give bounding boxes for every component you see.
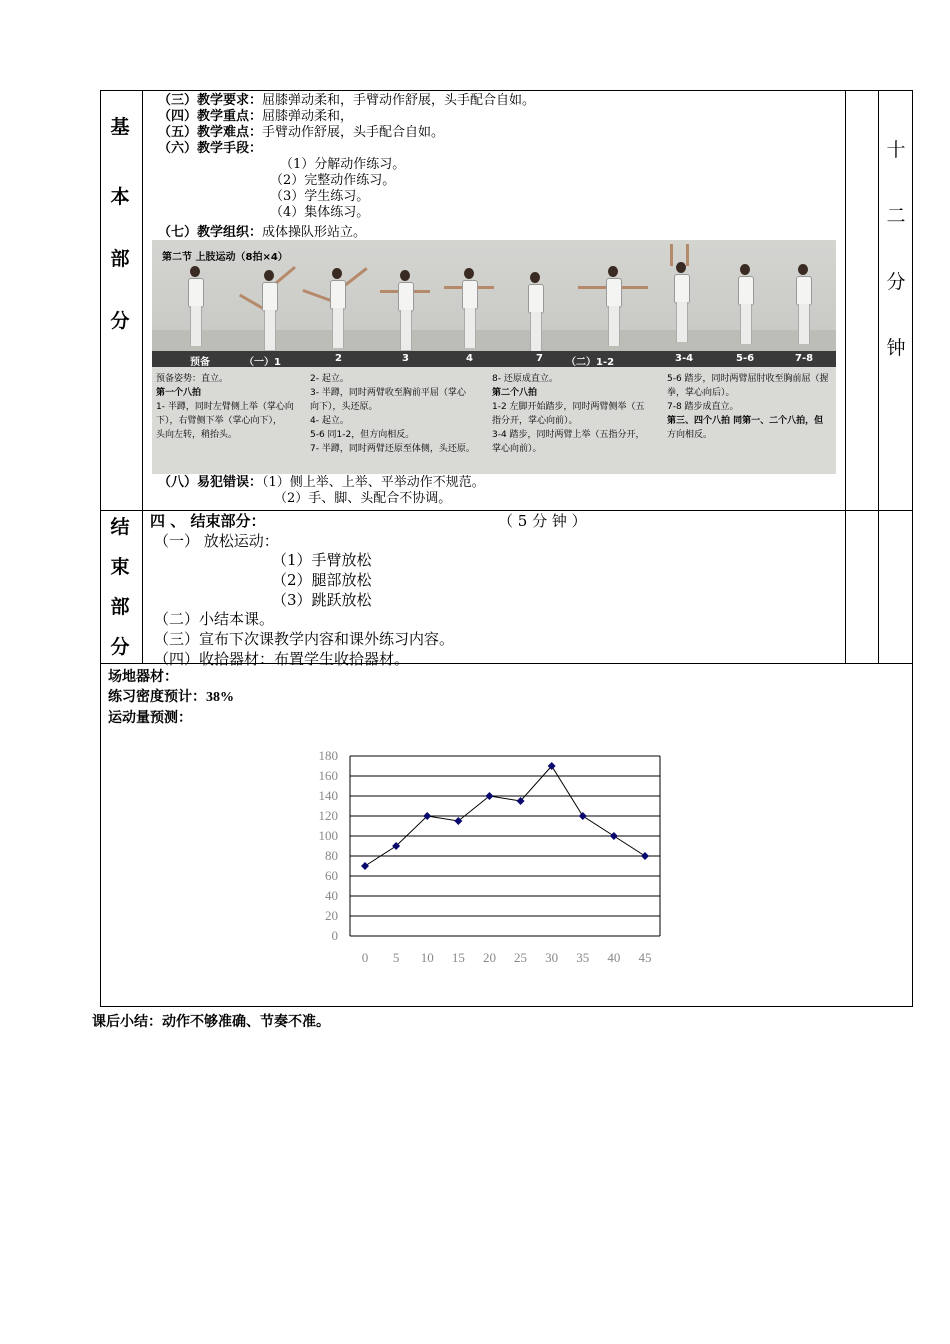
- strip-label: 4: [466, 353, 473, 364]
- chart-x-tick-label: 35: [576, 950, 590, 965]
- side-char: 分: [110, 310, 130, 332]
- chart-y-tick-label: 60: [325, 868, 338, 883]
- difficulty-line: [158, 125, 535, 141]
- side-char: 部: [110, 248, 130, 270]
- caption-line: 第一个八拍: [156, 388, 202, 398]
- chart-point: [610, 832, 618, 840]
- basic-time-label: [881, 135, 911, 360]
- chart-x-axis-labels: [362, 950, 652, 965]
- figure-title: 第二节 上肢运动（8拍×4）: [162, 252, 288, 263]
- chart-x-tick-label: 15: [451, 950, 465, 965]
- chart-point: [579, 812, 587, 820]
- error-item: （2）手、脚、头配合不协调。: [274, 491, 452, 506]
- chart-y-tick-label: 180: [318, 748, 338, 763]
- caption-line: 头向左转，稍抬头。: [156, 430, 238, 440]
- line-text: 屈膝弹动柔和，手臂动作舒展，头手配合自如。: [262, 93, 536, 108]
- figure-caption-col4: [667, 372, 829, 442]
- chart-y-tick-label: 120: [318, 808, 338, 823]
- strip-label: 7: [536, 353, 543, 364]
- chart-x-tick-label: 40: [607, 950, 621, 965]
- strip-label: 3: [402, 353, 409, 364]
- caption-line: 5-6 踏步，同时两臂屈肘收至胸前屈（握: [667, 374, 829, 384]
- chart-x-tick-label: 45: [638, 950, 652, 965]
- lesson-summary: 课后小结：动作不够准确、节奏不准。: [92, 1014, 330, 1030]
- density-line: [108, 687, 234, 708]
- caption-line: 1- 半蹲，同时左臂侧上举（掌心向: [156, 402, 294, 412]
- caption-line: 8- 还原成直立。: [492, 374, 558, 384]
- line-prefix: （七）教学组织：: [158, 225, 263, 240]
- strip-label: 预备: [190, 357, 210, 368]
- chart-y-tick-label: 0: [331, 928, 338, 943]
- caption-line: 2- 起立。: [310, 374, 349, 384]
- line-text: 成体操队形站立。: [262, 225, 367, 240]
- line-text: 手臂动作舒展，头手配合自如。: [262, 125, 445, 140]
- strip-label: 3-4: [675, 353, 694, 364]
- end-line: （二）小结本课。: [154, 610, 275, 628]
- venue-label: 场地器材：: [108, 669, 178, 685]
- strip-label: （一）1: [244, 357, 281, 368]
- figure-caption-col2: [310, 372, 475, 456]
- common-errors: [158, 475, 485, 491]
- chart-point: [641, 852, 649, 860]
- basic-side-label: [105, 112, 135, 333]
- methods-list: [270, 157, 405, 221]
- method-item: （3）学生练习。: [270, 189, 370, 204]
- side-char: 结: [110, 516, 130, 538]
- chart-y-tick-label: 100: [318, 828, 338, 843]
- relax-items: [272, 550, 372, 610]
- requirement-line: [158, 93, 535, 109]
- time-char: 二: [886, 205, 906, 227]
- strip-label: 2: [335, 353, 342, 364]
- relax-item: （1）手臂放松: [272, 551, 372, 569]
- error-item: （1）侧上举、上举、平举动作不规范。: [262, 475, 485, 490]
- line-prefix: （八）易犯错误：: [158, 475, 263, 490]
- strip-label: 7-8: [795, 353, 814, 364]
- caption-line: 拳，掌心向后）。: [667, 388, 735, 398]
- density-label: 练习密度预计：: [108, 689, 206, 705]
- time-char: 分: [886, 271, 906, 293]
- caption-line: 下），右臂侧下举（掌心向下），: [156, 416, 283, 426]
- method-item: （1）分解动作练习。: [280, 157, 406, 172]
- method-item: （4）集体练习。: [270, 205, 370, 220]
- time-char: 钟: [886, 337, 906, 359]
- caption-line: 第三、四个八拍 同第一、二个八拍，但: [667, 416, 824, 426]
- side-char: 基: [110, 116, 130, 138]
- chart-y-tick-label: 140: [318, 788, 338, 803]
- line-prefix: （四）教学重点：: [158, 109, 263, 124]
- end-side-label: [105, 512, 135, 659]
- end-heading-row: [150, 511, 265, 531]
- figure-caption-col1: [156, 372, 294, 442]
- chart-x-tick-label: 30: [545, 950, 559, 965]
- figure-caption-col3: [492, 372, 645, 456]
- chart-y-axis-labels: [319, 748, 339, 943]
- chart-x-tick-label: 25: [514, 950, 528, 965]
- caption-line: 指分开，掌心向前）。: [492, 416, 578, 426]
- caption-line: 7- 半蹲，同时两臂还原至体侧，头还原。: [310, 444, 475, 454]
- line-prefix: （五）教学难点：: [158, 125, 263, 140]
- chart-x-tick-label: 0: [361, 950, 369, 965]
- caption-line: 4- 起立。: [310, 416, 349, 426]
- end-line: （四）收拾器材：布置学生收拾器材。: [154, 650, 410, 668]
- load-label: 运动量预测：: [108, 710, 192, 726]
- strip-label: （二）1-2: [566, 357, 615, 368]
- side-char: 束: [110, 556, 130, 578]
- strip-label: 5-6: [736, 353, 755, 364]
- chart-y-tick-label: 20: [325, 908, 338, 923]
- equipment-block: [108, 667, 234, 728]
- caption-line: 5-6 同1-2，但方向相反。: [310, 430, 415, 440]
- end-duration: （ 5 分 钟 ）: [498, 512, 587, 530]
- chart-y-tick-label: 80: [325, 848, 338, 863]
- organization-line: [158, 225, 366, 241]
- caption-line: 第二个八拍: [492, 388, 538, 398]
- side-char: 本: [110, 186, 130, 208]
- caption-line: 1-2 左脚开始踏步，同时两臂侧举（五: [492, 402, 645, 412]
- chart-point: [361, 862, 369, 870]
- line-prefix: （六）教学手段：: [158, 141, 263, 156]
- end-heading: 四 、 结束部分：: [150, 512, 266, 530]
- basic-content: [158, 93, 535, 157]
- side-char: 分: [110, 636, 130, 658]
- chart-y-tick-label: 160: [318, 768, 338, 783]
- relax-item: （3）跳跃放松: [272, 591, 372, 609]
- end-line: （三）宣布下次课教学内容和课外练习内容。: [154, 630, 455, 648]
- relax-heading: （一） 放松运动：: [154, 532, 279, 550]
- load-chart: [300, 742, 680, 972]
- time-char: 十: [886, 139, 906, 161]
- method-line: [158, 141, 535, 157]
- relax-item: （2）腿部放松: [272, 571, 372, 589]
- caption-line: 预备姿势：直立。: [156, 374, 229, 384]
- side-char: 部: [110, 596, 130, 618]
- caption-line: 掌心向前）。: [492, 444, 542, 454]
- caption-line: 3- 半蹲，同时两臂收至胸前平屈（掌心: [310, 388, 466, 398]
- chart-x-tick-label: 5: [392, 950, 400, 965]
- caption-line: 3-4 踏步，同时两臂上举（五指分开，: [492, 430, 645, 440]
- chart-y-tick-label: 40: [325, 888, 338, 903]
- caption-line: 向下），头还原。: [310, 402, 378, 412]
- end-lines: [154, 609, 454, 669]
- caption-line: 方向相反。: [667, 430, 713, 440]
- key-point-line: [158, 109, 535, 125]
- line-prefix: （三）教学要求：: [158, 93, 263, 108]
- line-text: 屈膝弹动柔和，: [262, 109, 354, 124]
- density-value: 38%: [206, 690, 234, 705]
- chart-x-tick-label: 10: [420, 950, 434, 965]
- exercise-illustration: [152, 240, 836, 474]
- chart-x-tick-label: 20: [482, 950, 496, 965]
- caption-line: 7-8 踏步成直立。: [667, 402, 739, 412]
- method-item: （2）完整动作练习。: [270, 173, 396, 188]
